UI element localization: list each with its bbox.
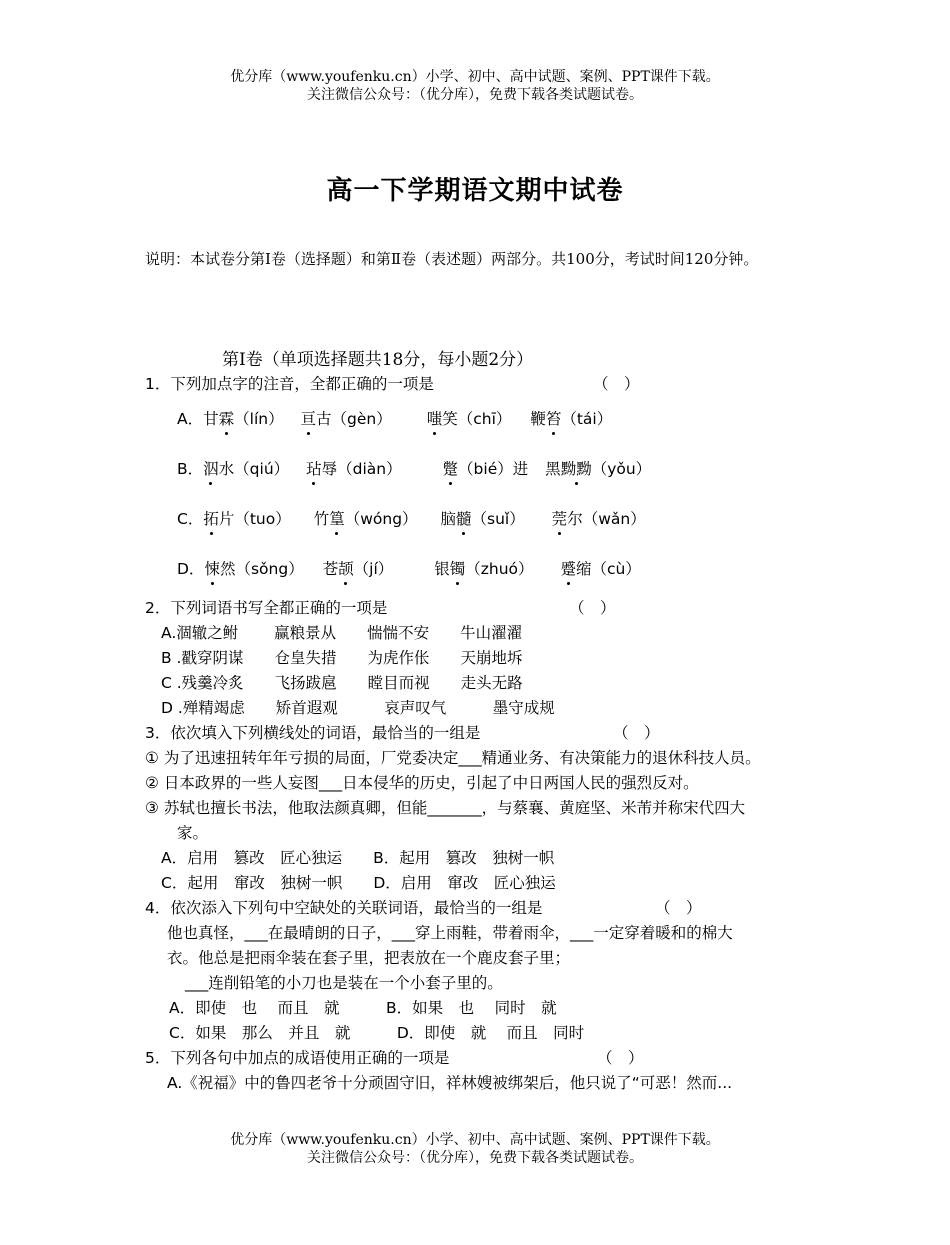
question-2-option-c: C .残羹冷炙 飞扬跋扈 瞠目而视 走头无路 [161,674,523,692]
question-4-answer-paren: （ ） [655,899,702,917]
dotted-char: 颉 [338,557,354,579]
question-1-option-c: C．拓片（tuo） 竹篁（wóng） 脑髓（suǐ） 莞尔（wǎn） [177,507,646,529]
question-2-option-b: B .戳穿阴谋 仓皇失措 为虎作伥 天崩地坼 [161,649,523,667]
dotted-char: 蹙 [560,557,576,579]
question-4-passage-line-1: 他也真怪，___在最晴朗的日子，___穿上雨鞋，带着雨伞，___一定穿着暖和的棉大 [167,924,733,942]
footer-line-1: 优分库（www.youfenku.cn）小学、初中、高中试题、案例、PPT课件下载。 [230,1132,720,1148]
question-1-stem: 1．下列加点字的注音，全都正确的一项是 [145,375,434,393]
question-4-stem: 4．依次添入下列句中空缺处的关联词语，最恰当的一组是 [145,899,543,917]
section-title: 第Ⅰ卷（单项选择题共18分，每小题2分） [222,350,534,370]
page-footer [0,1131,950,1167]
question-5-option-a: A.《祝福》中的鲁四老爷十分顽固守旧，祥林嫂被绑架后，他只说了“可恶！然而... [167,1074,733,1092]
question-4-options-ab: A．即使 也 而且 就 B．如果 也 同时 就 [169,999,557,1017]
question-3-options-cd: C．起用 窜改 独树一帜 D．启用 窜改 匠心独运 [161,874,556,892]
question-1-option-a: A．甘霖（lín） 亘古（gèn） 嗤笑（chī） 鞭笞（tái） [177,407,612,429]
dotted-char: 嗤 [427,407,443,429]
question-2-stem: 2．下列词语书写全都正确的一项是 [145,599,388,617]
question-1-option-d: D．悚然（sǒng） 苍颉（jí） 银镯（zhuó） 蹙缩（cù） [177,557,641,579]
dotted-char: 莞 [552,507,568,529]
dotted-char: 髓 [456,507,472,529]
question-3-sentence-1: ① 为了迅速扭转年年亏损的局面，厂党委决定___精通业务、有决策能力的退休科技人员。 [145,749,761,767]
dotted-char: 亘 [301,407,317,429]
exam-note: 说明：本试卷分第Ⅰ卷（选择题）和第Ⅱ卷（表述题）两部分。共100分，考试时间120分钟。 [145,250,759,268]
page-title: 高一下学期语文期中试卷 [326,176,624,206]
question-1-answer-paren: （ ） [593,375,640,393]
question-4-passage-line-2: 衣。他总是把雨伞装在套子里，把表放在一个鹿皮套子里； [167,949,571,967]
question-4-passage-line-3: ___连削铅笔的小刀也是装在一个小套子里的。 [185,974,503,992]
question-1-option-b: B．泅水（qiú） 玷辱（diàn） 蹩（bié）进 黑黝黝（yǒu） [177,457,651,479]
question-3-sentence-2: ② 日本政界的一些人妄图___日本侵华的历史，引起了中日两国人民的强烈反对。 [145,774,699,792]
dotted-char: 黝黝 [561,457,592,479]
dotted-char: 蹩 [443,457,459,479]
question-2-option-a: A.涸辙之鲋 赢粮景从 惴惴不安 牛山濯濯 [161,624,523,642]
question-3-sentence-3: ③ 苏轼也擅长书法，他取法颜真卿，但能_______，与蔡襄、黄庭坚、米芾并称宋代四大 [145,799,746,817]
page-header [0,68,950,104]
dotted-char: 镯 [450,557,466,579]
question-2-option-d: D .殚精竭虑 矫首遐观 哀声叹气 墨守成规 [161,699,555,717]
question-5-answer-paren: （ ） [597,1049,644,1067]
dotted-char: 拓 [203,507,219,529]
question-3-stem: 3．依次填入下列横线处的词语，最恰当的一组是 [145,724,481,742]
dotted-char: 悚 [204,557,220,579]
question-4-options-cd: C．如果 那么 并且 就 D．即使 就 而且 同时 [169,1024,585,1042]
dotted-char: 篁 [329,507,345,529]
footer-line-2: 关注微信公众号：（优分库），免费下载各类试题试卷。 [307,1150,643,1166]
question-2-answer-paren: （ ） [569,599,616,617]
question-3-answer-paren: （ ） [613,724,660,742]
header-line-1: 优分库（www.youfenku.cn）小学、初中、高中试题、案例、PPT课件下载。 [230,69,720,85]
question-3-sentence-3-cont: 家。 [177,824,209,842]
dotted-char: 泅 [203,457,219,479]
question-3-options-ab: A．启用 篡改 匠心独运 B．起用 篡改 独树一帜 [161,849,555,867]
dotted-char: 霖 [219,407,235,429]
dotted-char: 玷 [306,457,322,479]
header-line-2: 关注微信公众号：（优分库），免费下载各类试题试卷。 [307,87,643,103]
question-5-stem: 5．下列各句中加点的成语使用正确的一项是 [145,1049,450,1067]
dotted-char: 笞 [546,407,562,429]
